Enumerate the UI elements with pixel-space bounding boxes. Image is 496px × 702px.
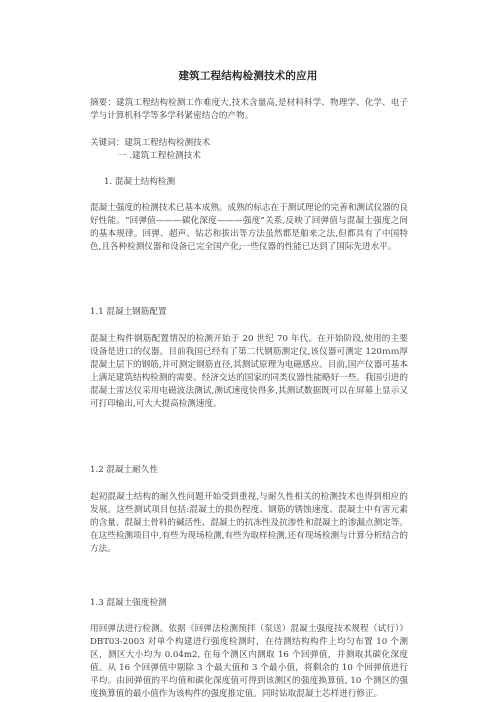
- section-heading-1: 一 .建筑工程检测技术: [118, 151, 201, 161]
- subsection-heading-1-3: 1.3 混凝土强度检测: [90, 598, 167, 608]
- keywords: 关键词：建筑工程结构检测技术: [90, 138, 211, 148]
- subsection-heading-1: 1. 混凝土结构检测: [104, 177, 176, 187]
- paragraph-4: 用回弹法进行检测。依据《回弹法检测预拌（泵送）混凝土强度技术规程（试行）》DBT03-2003 对单个构建进行强度检测时，在待测结构构件上均匀布置 10 个测区，测区大小均为 0.04m2, 在每个测区内测取 16 个回弹值，并测取其碳化深度值。从 16 个回弹值中剔除 3 个最大值和 3 个最小值，将剩余的 10 个回弹值进行平均。由回弹值的平均值和碳化深度值可得到该测区的强度换算值, 10 个测区的强度换算值的最小值作为该构件的强度推定值。同时钻取混凝土芯样进行修正。: [90, 624, 408, 700]
- paragraph-2: 混凝土构件钢筋配置情况的检测开始于 20 世纪 70 年代。在开始阶段,使用的主要设备是进口的仪器。目前我国已经有了第二代钢筋测定仪,该仪器可测定 120ｍｍ厚混凝土层下的钢筋,并可测定钢筋直径,其测试原理为电磁感应。目前,国产仪器可基本上满足建筑结构检测的需要。经济交达的国家的同类仪器性能略好一些。我国引进的混凝土雷达仪采用电磁波法测试,测试速度快得多,其测试数据既可以在屏幕上显示又可打印输出,可大大提高检测速度。: [90, 334, 408, 410]
- subsection-heading-1-2: 1.2 混凝土耐久性: [90, 465, 158, 475]
- paragraph-3: 起初混凝土结构的耐久性问题开始受到重视,与耐久性相关的检测技术也得到相应的发展。这些测试项目包括:混凝土的损伤程度、钢筋的锈蚀速度、混凝土中有害元素的含量、混凝土骨料的碱活性、混凝土的抗冻性及抗渗性和混凝土的渗漏点测定等。在这些检测项目中,有些为现场检测,有些为取样检测,还有现场检测与计算分析结合的方法。: [90, 492, 408, 555]
- paragraph-1: 混凝土强度的检测技术已基本成熟。成熟的标志在于测试理论的完善和测试仪器的良好性能。“回弹值———碳化深度———强度”关系,反映了回弹值与混凝土强度之间的基本规律。回弹、超声、钻芯和拔出等方法虽然都是舶来之法,但都具有了中国特色,且各种检测仪器和设备已完全国产化;一些仪器的性能已达到了国际先进水平。: [90, 203, 408, 253]
- subsection-heading-1-1: 1.1 混凝土钢筋配置: [90, 307, 167, 317]
- abstract: 摘要：建筑工程结构检测工作难度大,技术含量高,是材料科学、物理学、化学、电子学与计算机科学等多学科紧密结合的产物。: [90, 98, 408, 122]
- document-title: 建筑工程结构检测技术的应用: [178, 70, 318, 82]
